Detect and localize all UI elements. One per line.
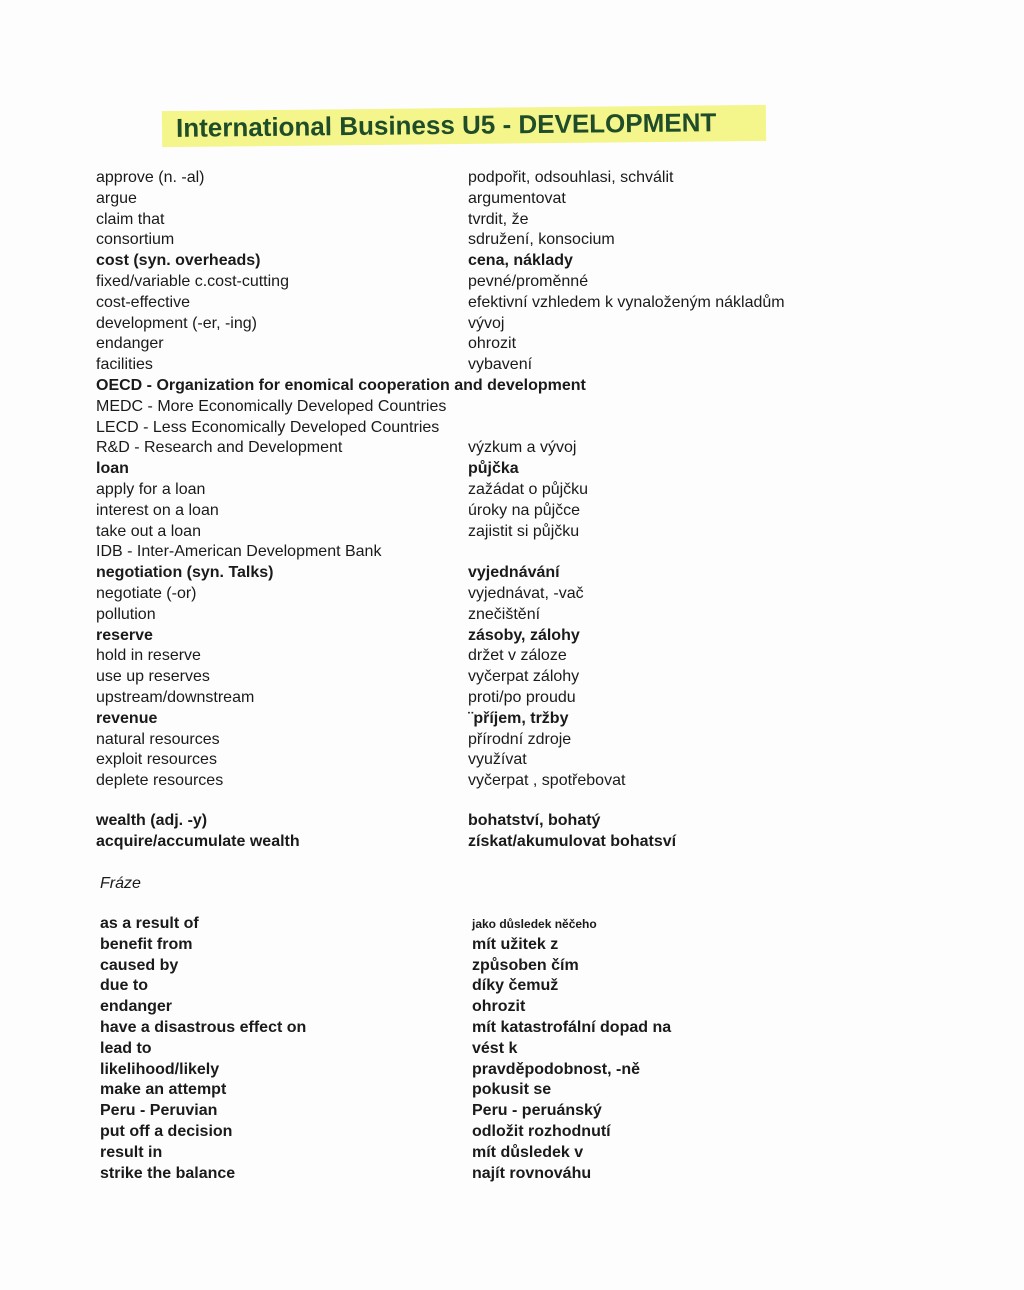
english-term: have a disastrous effect on (100, 1019, 307, 1036)
czech-translation: zásoby, zálohy (468, 626, 580, 644)
english-term: facilities (96, 356, 153, 374)
english-term: loan (96, 460, 129, 478)
english-term: argue (96, 189, 137, 207)
czech-translation: mít katastrofální dopad na (472, 1019, 672, 1036)
english-term: due to (100, 977, 148, 995)
english-term: apply for a loan (96, 481, 206, 498)
english-term: claim that (96, 210, 165, 228)
czech-translation: výzkum a vývoj (468, 439, 577, 457)
czech-translation: odložit rozhodnutí (472, 1123, 611, 1140)
czech-translation: způsoben čím (472, 956, 579, 974)
czech-translation: vyčerpat , spotřebovat (468, 772, 626, 790)
page-title: International Business U5 - DEVELOPMENT (175, 107, 717, 143)
czech-translation: najít rovnováhu (472, 1164, 592, 1182)
czech-translation: díky čemuž (472, 977, 559, 995)
english-term: IDB - Inter-American Development Bank (96, 543, 382, 561)
czech-translation: využívat (468, 751, 527, 769)
english-term: negotiate (-or) (96, 585, 197, 602)
czech-translation: zažádat o půjčku (468, 481, 589, 498)
english-term: negotiation (syn. Talks) (96, 564, 274, 582)
english-term: strike the balance (100, 1164, 236, 1182)
english-term: likelihood/likely (100, 1060, 220, 1078)
czech-translation: mít důsledek v (472, 1143, 584, 1161)
czech-translation: mít užitek z (472, 935, 559, 953)
czech-translation: pravděpodobnost, -ně (472, 1060, 640, 1078)
english-term: exploit resources (96, 751, 217, 769)
english-term: reserve (96, 626, 153, 644)
english-term: upstream/downstream (96, 689, 255, 706)
english-term: pollution (96, 605, 156, 623)
english-term: R&D - Research and Development (96, 439, 343, 457)
czech-translation: zajistit si půjčku (468, 522, 580, 540)
czech-translation: podpořit, odsouhlasi, schválit (468, 169, 674, 186)
english-term: approve (n. -al) (96, 169, 205, 186)
english-term: cost (syn. overheads) (96, 252, 261, 270)
english-term: result in (100, 1143, 163, 1161)
english-term: deplete resources (96, 772, 224, 790)
english-term: benefit from (100, 935, 193, 953)
english-term: Peru - Peruvian (100, 1102, 218, 1120)
english-term: acquire/accumulate wealth (96, 832, 300, 850)
czech-translation: půjčka (468, 460, 519, 478)
czech-translation: proti/po proudu (468, 689, 576, 706)
czech-translation: získat/akumulovat bohatsví (468, 832, 677, 850)
english-term: interest on a loan (96, 501, 219, 519)
czech-translation: vést k (472, 1039, 518, 1057)
english-term: use up reserves (96, 668, 210, 686)
czech-translation: vybavení (468, 356, 533, 374)
czech-translation: tvrdit, že (468, 210, 529, 228)
english-term: hold in reserve (96, 647, 201, 665)
english-term: take out a loan (96, 522, 201, 540)
english-term: LECD - Less Economically Developed Countries (96, 418, 440, 436)
czech-translation: ohrozit (472, 998, 526, 1016)
czech-translation: vývoj (468, 314, 505, 332)
phrases-heading: Fráze (100, 875, 141, 892)
english-term: MEDC - More Economically Developed Countries (96, 397, 447, 415)
czech-translation: úroky na půjčce (468, 501, 581, 519)
english-term: caused by (100, 956, 179, 974)
czech-translation: sdružení, konsocium (468, 231, 615, 249)
czech-translation: efektivní vzhledem k vynaloženým nákladům (468, 293, 785, 311)
english-term: put off a decision (100, 1123, 233, 1140)
english-term: endanger (100, 998, 173, 1016)
czech-translation: vyjednávat, -vač (468, 585, 584, 602)
czech-translation: Peru - peruánský (472, 1102, 602, 1120)
czech-translation: argumentovat (468, 189, 566, 207)
czech-translation: jako důsledek něčeho (472, 917, 597, 931)
czech-translation: cena, náklady (468, 252, 573, 270)
czech-translation: znečištění (468, 605, 541, 623)
english-term: make an attempt (100, 1081, 227, 1099)
czech-translation: ¨příjem, tržby (468, 709, 569, 727)
english-term: as a result of (100, 915, 199, 932)
english-term: wealth (adj. -y) (96, 812, 208, 829)
english-term: natural resources (96, 730, 220, 748)
english-term: endanger (96, 335, 164, 353)
czech-translation: vyjednávání (468, 564, 560, 582)
english-term: revenue (96, 709, 158, 727)
english-term: fixed/variable c.cost-cutting (96, 273, 289, 290)
czech-translation: držet v záloze (468, 647, 567, 665)
czech-translation: pokusit se (472, 1081, 552, 1099)
english-term: cost-effective (96, 293, 190, 311)
czech-translation: pevné/proměnné (468, 273, 589, 290)
czech-translation: vyčerpat zálohy (468, 668, 580, 686)
english-term: development (-er, -ing) (96, 314, 257, 332)
czech-translation: ohrozit (468, 335, 517, 353)
english-term: OECD - Organization for enomical cooperation and development (96, 377, 586, 394)
czech-translation: bohatství, bohatý (468, 812, 601, 829)
english-term: lead to (100, 1039, 152, 1057)
czech-translation: přírodní zdroje (468, 730, 572, 748)
english-term: consortium (96, 231, 175, 249)
